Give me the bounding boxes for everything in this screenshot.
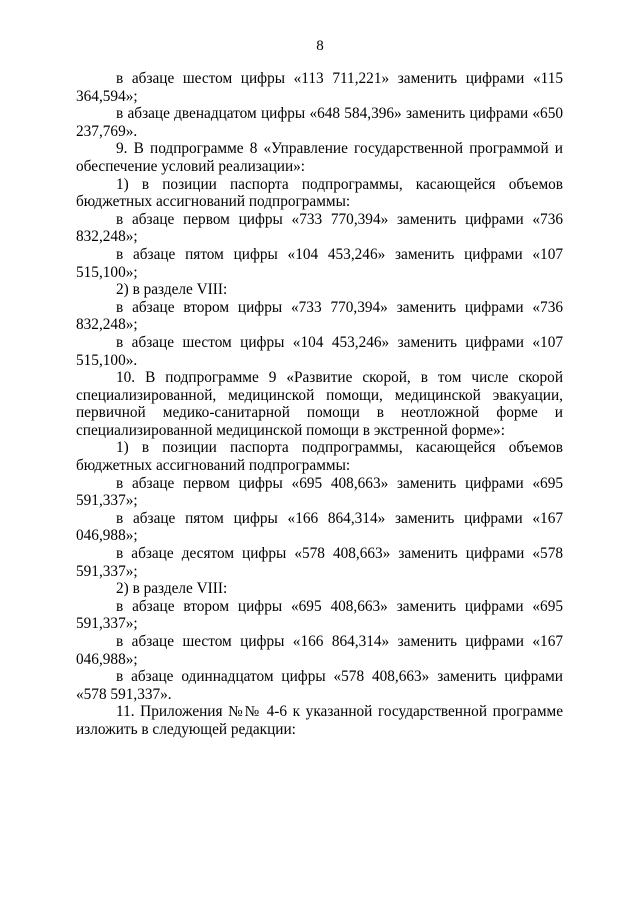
paragraph-18: в абзаце одиннадцатом цифры «578 408,663» заменить цифрами «578 591,337».	[76, 668, 563, 703]
paragraph-10: 10. В подпрограмме 9 «Развитие скорой, в том числе скорой специализированной, медицинской помощи, медицинской эвакуации, первичной медико-санитарной помощи в неотложной форме и специализированной медицинской помощи в экстренной форме»:	[76, 369, 563, 439]
document-body	[76, 70, 563, 739]
paragraph-12: в абзаце первом цифры «695 408,663» заменить цифрами «695 591,337»;	[76, 474, 563, 510]
page-number: 8	[316, 38, 324, 54]
paragraph-17: в абзаце шестом цифры «166 864,314» заменить цифрами «167 046,988»;	[76, 633, 563, 668]
paragraph-11: 1) в позиции паспорта подпрограммы, касающейся объемов бюджетных ассигнований подпрограммы:	[76, 439, 563, 475]
paragraph-5: в абзаце первом цифры «733 770,394» заменить цифрами «736 832,248»;	[76, 210, 563, 246]
paragraph-2: в абзаце двенадцатом цифры «648 584,396» заменить цифрами «650 237,769».	[76, 105, 563, 140]
paragraph-8: в абзаце втором цифры «733 770,394» заменить цифрами «736 832,248»;	[76, 298, 563, 334]
paragraph-6: в абзаце пятом цифры «104 453,246» заменить цифрами «107 515,100»;	[76, 245, 563, 281]
paragraph-16: в абзаце втором цифры «695 408,663» заменить цифрами «695 591,337»;	[76, 597, 563, 633]
paragraph-4: 1) в позиции паспорта подпрограммы, касающейся объемов бюджетных ассигнований подпрограммы:	[76, 175, 563, 211]
paragraph-1: в абзаце шестом цифры «113 711,221» заменить цифрами «115 364,594»;	[76, 70, 563, 105]
paragraph-19: 11. Приложения №№ 4-6 к указанной государственной программе изложить в следующей редакции:	[76, 703, 563, 738]
paragraph-14: в абзаце десятом цифры «578 408,663» заменить цифрами «578 591,337»;	[76, 545, 563, 580]
paragraph-7: 2) в разделе VIII:	[116, 281, 228, 299]
paragraph-13: в абзаце пятом цифры «166 864,314» заменить цифрами «167 046,988»;	[76, 509, 563, 545]
paragraph-15: 2) в разделе VIII:	[116, 580, 228, 598]
paragraph-3: 9. В подпрограмме 8 «Управление государственной программой и обеспечение условий реализации»:	[76, 140, 563, 175]
paragraph-9: в абзаце шестом цифры «104 453,246» заменить цифрами «107 515,100».	[76, 333, 563, 369]
